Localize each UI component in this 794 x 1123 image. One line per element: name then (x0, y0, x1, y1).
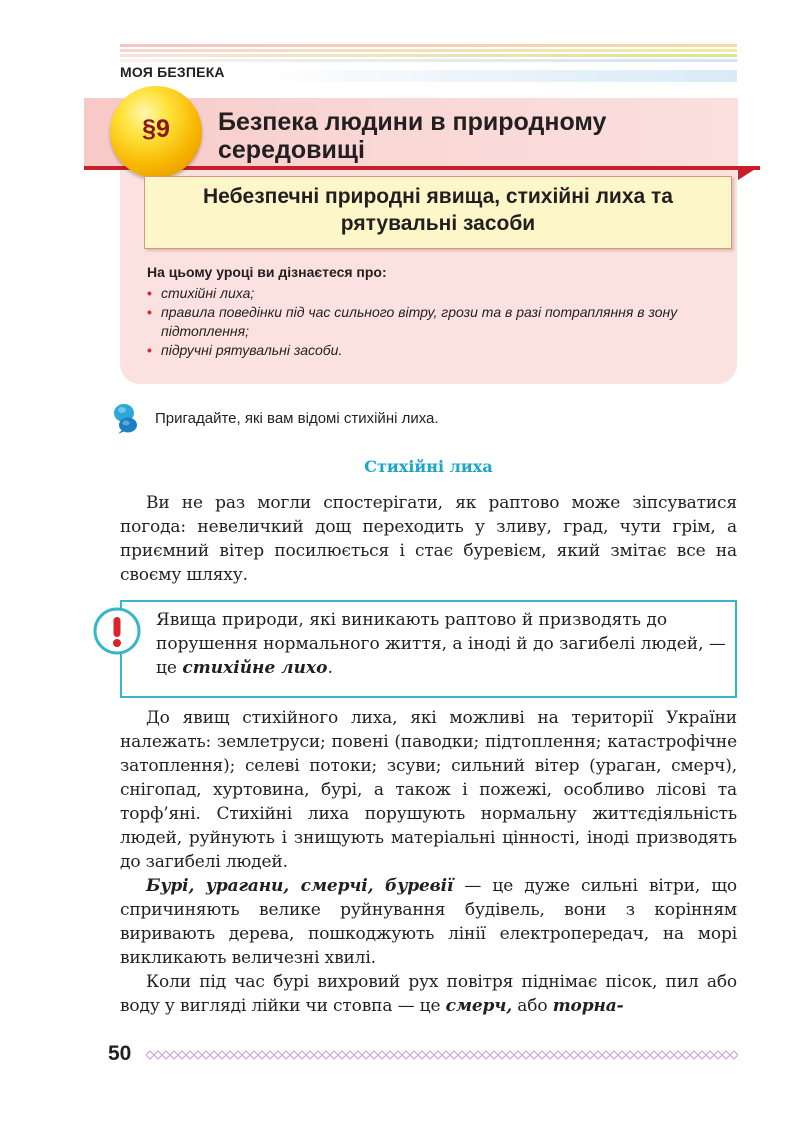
paragraph-number-badge (110, 86, 202, 178)
section-label-bar (250, 70, 737, 82)
objective-item: • правила поведінки під час сильного вітру, грози та в разі потрапляння в зону підтоплення; (147, 304, 678, 339)
bullet-icon: • (147, 285, 152, 301)
section-heading: Стихійні лиха (364, 457, 493, 476)
bullet-icon: • (147, 304, 152, 320)
tornado-paragraph: Коли під час бурі вихровий рух повітря піднімає пісок, пил або воду у вигляді лійки чи стовпа — це смерч, або торна- (120, 972, 737, 1016)
objectives-list (147, 284, 727, 360)
paragraph-number: §9 (142, 114, 170, 143)
section-label: МОЯ БЕЗПЕКА (120, 64, 225, 80)
header-stripes (120, 44, 737, 62)
objective-item: • стихійні лиха; (147, 285, 255, 301)
intro-text (120, 491, 737, 587)
intro-paragraph: Ви не раз могли спостерігати, як раптово може зіпсуватися погода: невеличкий дощ переходить у зливу, град, чути грім, а приємний вітер посилюється і стає буревієм, який змітає все на своєму шляху. (120, 493, 737, 585)
objective-item: • підручні рятувальні засоби. (147, 342, 343, 358)
hazards-paragraph: До явищ стихійного лиха, які можливі на території України належать: землетруси; повені (паводки; підтоплення; катастрофічне затоплення); селеві потоки; зсуви; сильний вітер (ураган, смерч), снігопад, хуртовина, бурі, а також і пожежі, особливо лісові та торф’яні. Стихійні лиха порушують нормальну життєдіяльність людей, руйнують і знищують матеріальні цінності, іноді призводять до загибелі людей. (120, 708, 737, 872)
main-text (120, 706, 737, 1018)
tornado-term: смерч, (445, 996, 513, 1016)
page-number: 50 (108, 1042, 132, 1065)
lesson-subtitle: Небезпечні природні явища, стихійні лиха та рятувальні засоби (144, 176, 732, 249)
storms-term: Бурі, урагани, смерчі, буревії (146, 876, 454, 896)
bullet-icon: • (147, 342, 152, 358)
recall-prompt: Пригадайте, які вам відомі стихійні лиха. (155, 410, 439, 427)
exclamation-icon (92, 606, 142, 656)
storms-paragraph: Бурі, урагани, смерчі, буревії — це дуже сильні вітри, що спричиняють велике руйнування будівель, вони з корінням виривають дерева, пошкоджують лінії електропередач, на морі викликають величезні хвилі. (120, 876, 737, 968)
objectives-heading: На цьому уроці ви дізнаєтеся про: (147, 264, 387, 280)
definition-text: Явища природи, які виникають раптово й призводять до порушення нормального життя, а іноді й до загибелі людей, — це стихійне лихо. (156, 610, 726, 678)
paragraph-title: Безпека людини в природному середовищі (218, 108, 607, 164)
band-corner (738, 166, 760, 180)
footer-ornament (146, 1049, 738, 1061)
definition-term: стихійне лихо (182, 658, 328, 678)
tornado-term-2: торна- (552, 996, 624, 1016)
speech-bubble-icon (112, 402, 140, 434)
